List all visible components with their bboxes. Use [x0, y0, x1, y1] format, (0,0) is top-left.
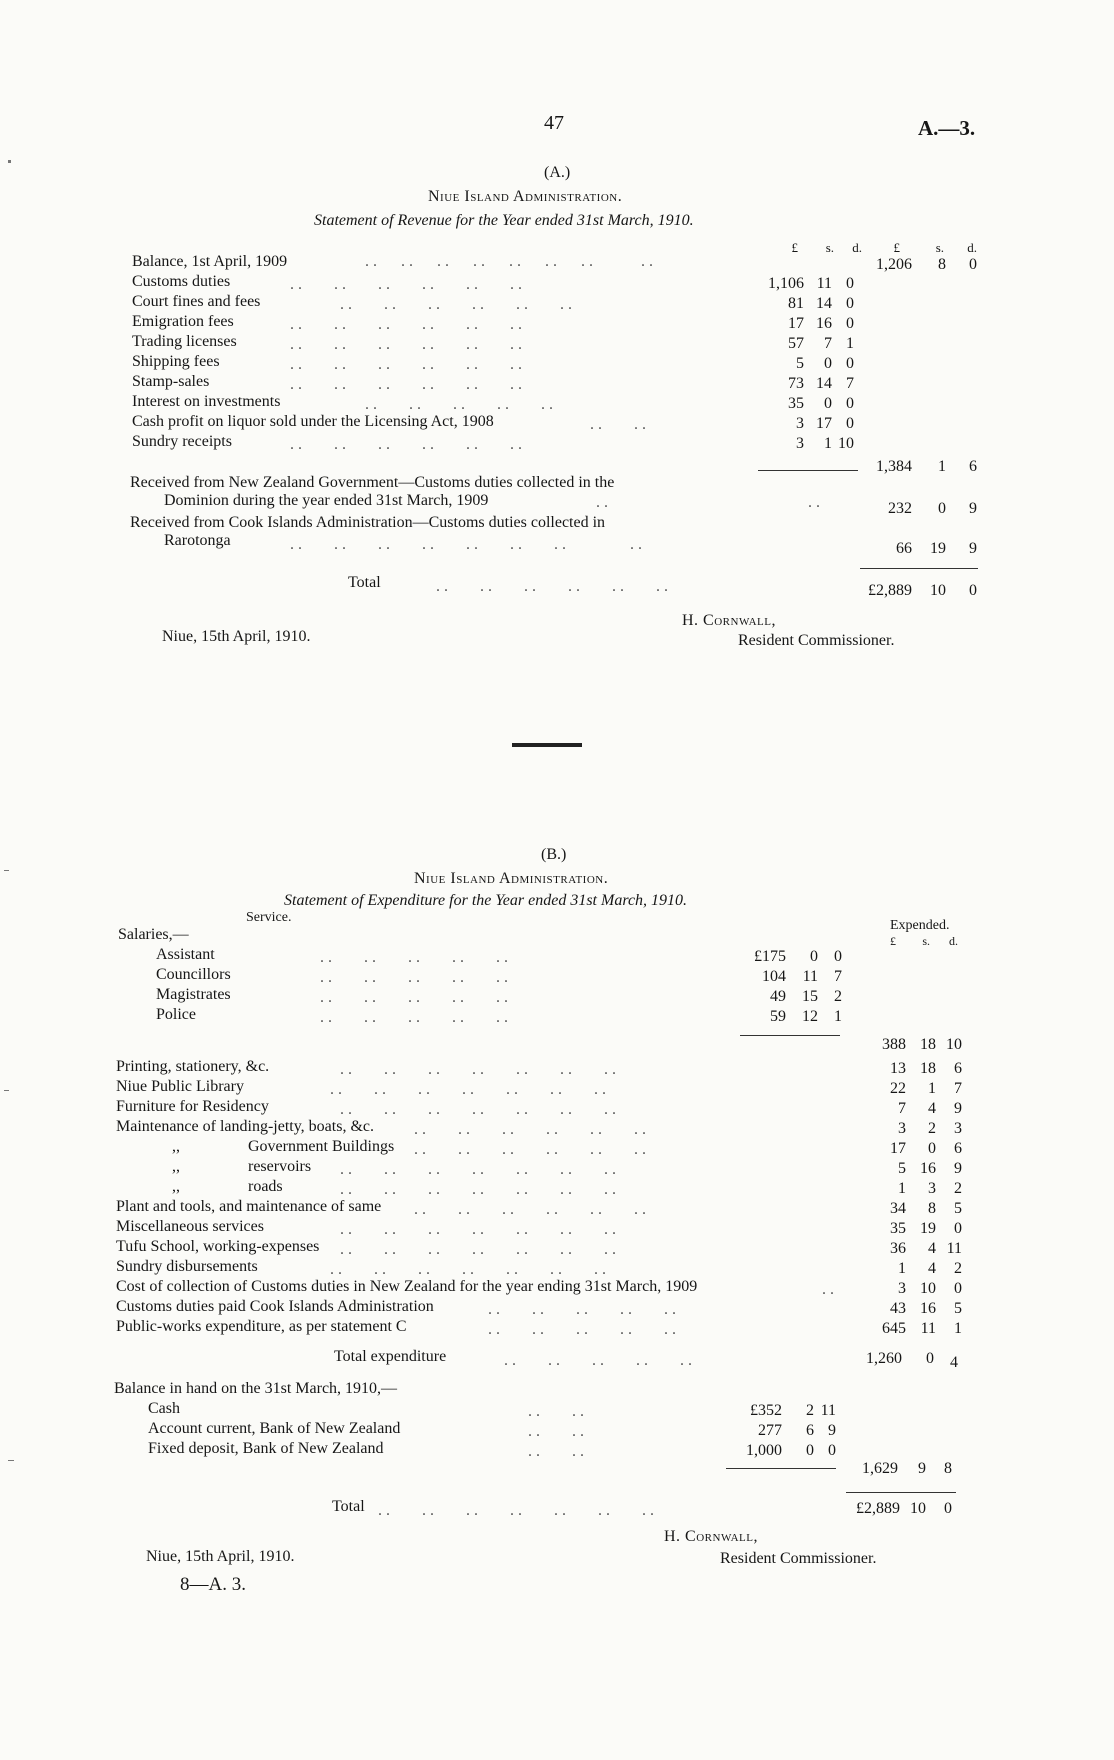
- b-balance-row-label: Cash: [148, 1400, 180, 1417]
- b-balance-row-pence: 11: [820, 1402, 836, 1419]
- b-expenditure-row-pounds: 3: [898, 1120, 906, 1137]
- b-expenditure-row-pence: 0: [954, 1220, 962, 1237]
- a-balance-shillings: 8: [938, 256, 946, 273]
- b-expenditure-row-label: Cost of collection of Customs duties in New Zealand for the year ending 31st March, 1909: [116, 1278, 698, 1295]
- b-expenditure-row-pence: 2: [954, 1180, 962, 1197]
- b-expenditure-row-leader: . . . . . . . . . .: [488, 1301, 676, 1318]
- b-expenditure-row-shillings: 10: [920, 1280, 936, 1297]
- b-salary-row-pence: 0: [834, 948, 842, 965]
- a-revenue-row-shillings: 17: [816, 415, 832, 432]
- b-expenditure-row-shillings: 18: [920, 1060, 936, 1077]
- b-expenditure-row-label: Tufu School, working-expenses: [116, 1238, 320, 1255]
- a-col-shilling: s.: [825, 240, 834, 255]
- section-b-org: Niue Island Administration.: [414, 870, 609, 887]
- a-balance-leader: . . . . . . . . . . . . . . . .: [365, 253, 653, 270]
- a-cook-pence: 9: [969, 540, 977, 557]
- a-revenue-row-pounds: 81: [788, 295, 804, 312]
- a-col-pound: £: [791, 240, 798, 255]
- b-balance-label: Balance in hand on the 31st March, 1910,—: [114, 1380, 398, 1397]
- a-revenue-row-label: Customs duties: [132, 273, 231, 290]
- a-cook-line1: Received from Cook Islands Administration—Customs duties collected in: [130, 514, 606, 531]
- b-salary-row-leader: . . . . . . . . . .: [320, 1009, 508, 1026]
- a-revenue-row-pence: 10: [838, 435, 854, 452]
- b-total-leader: . . . . . . . . . . . . . .: [378, 1502, 654, 1519]
- b-place-date: Niue, 15th April, 1910.: [146, 1548, 295, 1565]
- b-expenditure-row-pounds: 22: [890, 1080, 906, 1097]
- section-divider: [512, 743, 582, 747]
- b-expenditure-row-label: Customs duties paid Cook Islands Administration: [116, 1298, 434, 1315]
- b-expenditure-row-leader: . . . . . . . . . . . .: [414, 1141, 646, 1158]
- a-signer-title: Resident Commissioner.: [738, 632, 895, 649]
- b-balance-row-pounds: 1,000: [746, 1442, 782, 1459]
- b-salary-row-pounds: 49: [770, 988, 786, 1005]
- b-salaries-total-pounds: 388: [882, 1036, 906, 1053]
- b-balance-row-shillings: 2: [806, 1402, 814, 1419]
- a-revenue-row-shillings: 0: [824, 395, 832, 412]
- b-salary-row-shillings: 12: [802, 1008, 818, 1025]
- a-revenue-row-shillings: 7: [824, 335, 832, 352]
- document-reference: A.—3.: [918, 116, 976, 140]
- scan-mark: [4, 1090, 9, 1091]
- b-salary-row-shillings: 15: [802, 988, 818, 1005]
- b-expenditure-row-pounds: 13: [890, 1060, 906, 1077]
- a-revenue-row-pence: 0: [846, 295, 854, 312]
- b-balance-total-shillings: 9: [918, 1460, 926, 1477]
- b-expenditure-row-pounds: 43: [890, 1300, 906, 1317]
- b-expenditure-row-leader: . . . . . . . . . . . . . .: [340, 1101, 616, 1118]
- b-col-pound: £: [890, 934, 896, 948]
- b-salaries-rule: [740, 1035, 840, 1036]
- a-nz-shillings: 0: [938, 500, 946, 517]
- a-nz-pounds: 232: [888, 500, 912, 517]
- a-revenue-row-pence: 7: [846, 375, 854, 392]
- a-revenue-row-pounds: 57: [788, 335, 804, 352]
- b-expenditure-row-label: Furniture for Residency: [116, 1098, 269, 1115]
- section-a-subtitle: Statement of Revenue for the Year ended 31st March, 1910.: [314, 212, 694, 229]
- b-expenditure-row-shillings: 11: [920, 1320, 936, 1337]
- b-salaries-total-pence: 10: [946, 1036, 962, 1053]
- a-revenue-row-pounds: 1,106: [768, 275, 804, 292]
- b-total-exp-shillings: 0: [926, 1350, 934, 1367]
- scan-mark: [8, 1460, 14, 1461]
- a-subtotal-shillings: 1: [938, 458, 946, 475]
- b-expenditure-row-pence: 5: [954, 1200, 962, 1217]
- a-signer: H. Cornwall,: [682, 612, 776, 629]
- b-expenditure-row-shillings: 4: [928, 1100, 936, 1117]
- b-total-exp-leader: . . . . . . . . . .: [504, 1352, 692, 1369]
- a-revenue-row-shillings: 14: [816, 375, 832, 392]
- a-total-rule: [860, 568, 978, 569]
- a-revenue-row-pounds: 5: [796, 355, 804, 372]
- b-expenditure-row-shillings: 19: [920, 1220, 936, 1237]
- scan-mark: [4, 870, 9, 871]
- b-expenditure-row-leader: . . . . . . . . . . . .: [414, 1201, 646, 1218]
- a-total-shillings: 10: [930, 582, 946, 599]
- a-revenue-row-leader: . . . .: [590, 416, 646, 433]
- section-b-label: (B.): [541, 846, 567, 863]
- b-expended-header: Expended.: [890, 918, 950, 933]
- b-salary-row-shillings: 0: [810, 948, 818, 965]
- b-expenditure-row-shillings: 16: [920, 1300, 936, 1317]
- b-expenditure-row-label: Printing, stationery, &c.: [116, 1058, 270, 1075]
- b-salary-row-label: Councillors: [156, 966, 231, 983]
- a-revenue-row-leader: . . . . . . . . . . . .: [290, 276, 522, 293]
- b-expenditure-row-ditto: ,,: [172, 1138, 180, 1155]
- b-expenditure-row-shillings: 2: [928, 1120, 936, 1137]
- a-revenue-row-pounds: 3: [796, 435, 804, 452]
- b-expenditure-row-pounds: 3: [898, 1280, 906, 1297]
- b-expenditure-row-leader: . . . . . . . . . . . . . .: [340, 1221, 616, 1238]
- a-revenue-row-label: Emigration fees: [132, 313, 234, 330]
- a-revenue-row-label: Trading licenses: [132, 333, 237, 350]
- b-service-header: Service.: [246, 910, 292, 925]
- b-expenditure-row-label: roads: [248, 1178, 283, 1195]
- b-expenditure-row-shillings: 16: [920, 1160, 936, 1177]
- a-balance-pence: 0: [969, 256, 977, 273]
- b-salaries-label: Salaries,—: [118, 926, 189, 943]
- a-col-pound2: £: [893, 240, 900, 255]
- a-total-pounds: £2,889: [868, 582, 912, 599]
- b-total-rule: [846, 1492, 956, 1493]
- b-expenditure-row-pence: 2: [954, 1260, 962, 1277]
- b-expenditure-row-leader: . . . . . . . . . . . . . .: [340, 1161, 616, 1178]
- b-signer-title: Resident Commissioner.: [720, 1550, 877, 1567]
- b-salary-row-label: Police: [156, 1006, 196, 1023]
- a-place-date: Niue, 15th April, 1910.: [162, 628, 311, 645]
- a-revenue-row-pence: 0: [846, 395, 854, 412]
- a-nz-line2: Dominion during the year ended 31st March, 1909: [164, 492, 489, 509]
- b-expenditure-row-pence: 9: [954, 1100, 962, 1117]
- a-revenue-row-pence: 0: [846, 275, 854, 292]
- a-subtotal-pounds: 1,384: [876, 458, 912, 475]
- b-expenditure-row-label: Sundry disbursements: [116, 1258, 258, 1275]
- b-expenditure-row-leader: . . . . . . . . . . . . . .: [330, 1081, 606, 1098]
- a-revenue-row-leader: . . . . . . . . . . . .: [290, 376, 522, 393]
- a-subtotal-pence: 6: [969, 458, 977, 475]
- b-salary-row-leader: . . . . . . . . . .: [320, 949, 508, 966]
- b-balance-row-shillings: 0: [806, 1442, 814, 1459]
- b-expenditure-row-pounds: 5: [898, 1160, 906, 1177]
- b-salary-row-pence: 2: [834, 988, 842, 1005]
- a-total-leader: . . . . . . . . . . . .: [436, 578, 668, 595]
- b-balance-total-pence: 8: [944, 1460, 952, 1477]
- a-balance-pounds: 1,206: [876, 256, 912, 273]
- scan-mark: [8, 160, 11, 163]
- a-revenue-row-label: Interest on investments: [132, 393, 281, 410]
- b-expenditure-row-leader: . . . . . . . . . . . . . .: [340, 1061, 616, 1078]
- b-expenditure-row-pounds: 1: [898, 1260, 906, 1277]
- a-col-pence: d.: [852, 240, 862, 255]
- b-expenditure-row-pounds: 1: [898, 1180, 906, 1197]
- a-revenue-row-leader: . . . . . . . . . . . .: [290, 356, 522, 373]
- b-total-pounds: £2,889: [856, 1500, 900, 1517]
- section-a-label: (A.): [544, 164, 571, 181]
- b-expenditure-row-pounds: 17: [890, 1140, 906, 1157]
- b-salary-row-pounds: £175: [754, 948, 786, 965]
- a-col-pence2: d.: [967, 240, 977, 255]
- b-expenditure-row-shillings: 4: [928, 1240, 936, 1257]
- b-expenditure-row-label: Public-works expenditure, as per statement C: [116, 1318, 407, 1335]
- b-expenditure-row-shillings: 1: [928, 1080, 936, 1097]
- b-balance-row-label: Account current, Bank of New Zealand: [148, 1420, 401, 1437]
- b-balance-row-leader: . . . .: [528, 1443, 584, 1460]
- b-expenditure-row-pounds: 645: [882, 1320, 906, 1337]
- b-salary-row-leader: . . . . . . . . . .: [320, 989, 508, 1006]
- a-cook-line2: Rarotonga: [164, 532, 231, 549]
- b-total-label: Total: [332, 1498, 365, 1515]
- a-cook-shillings: 19: [930, 540, 946, 557]
- b-expenditure-row-leader: . . . . . . . . . . . . . .: [340, 1241, 616, 1258]
- b-balance-row-leader: . . . .: [528, 1423, 584, 1440]
- b-balance-row-pence: 0: [828, 1442, 836, 1459]
- b-expenditure-row-pence: 1: [954, 1320, 962, 1337]
- a-cook-pounds: 66: [896, 540, 912, 557]
- b-expenditure-row-leader: . . . . . . . . . . . . . .: [340, 1181, 616, 1198]
- b-expenditure-row-pounds: 7: [898, 1100, 906, 1117]
- b-expenditure-row-label: Government Buildings: [248, 1138, 395, 1155]
- section-b-subtitle: Statement of Expenditure for the Year ended 31st March, 1910.: [284, 892, 688, 909]
- b-expenditure-row-pence: 6: [954, 1060, 962, 1077]
- a-revenue-row-label: Court fines and fees: [132, 293, 261, 310]
- b-total-exp-label: Total expenditure: [334, 1348, 447, 1365]
- b-salaries-total-shillings: 18: [920, 1036, 936, 1053]
- b-expenditure-row-pounds: 35: [890, 1220, 906, 1237]
- a-nz-pence: 9: [969, 500, 977, 517]
- b-expenditure-row-ditto: ,,: [172, 1178, 180, 1195]
- b-expenditure-row-pence: 11: [946, 1240, 962, 1257]
- page-footer: 8—A. 3.: [180, 1574, 246, 1595]
- a-revenue-row-leader: . . . . . . . . . . . .: [290, 336, 522, 353]
- b-expenditure-row-label: Niue Public Library: [116, 1078, 244, 1095]
- b-expenditure-row-leader: . .: [822, 1281, 834, 1298]
- a-revenue-row-pence: 1: [846, 335, 854, 352]
- a-revenue-row-leader: . . . . . . . . . . . .: [290, 316, 522, 333]
- b-balance-row-shillings: 6: [806, 1422, 814, 1439]
- a-revenue-row-pence: 0: [846, 355, 854, 372]
- b-expenditure-row-leader: . . . . . . . . . . . . . .: [330, 1261, 606, 1278]
- a-revenue-row-label: Cash profit on liquor sold under the Licensing Act, 1908: [132, 413, 494, 430]
- b-salary-row-label: Magistrates: [156, 986, 231, 1003]
- a-revenue-row-pence: 0: [846, 315, 854, 332]
- b-expenditure-row-pounds: 36: [890, 1240, 906, 1257]
- a-revenue-row-shillings: 14: [816, 295, 832, 312]
- b-expenditure-row-leader: . . . . . . . . . .: [488, 1321, 676, 1338]
- a-revenue-row-label: Sundry receipts: [132, 433, 232, 450]
- b-salary-row-shillings: 11: [802, 968, 818, 985]
- a-revenue-row-shillings: 1: [824, 435, 832, 452]
- b-salary-row-leader: . . . . . . . . . .: [320, 969, 508, 986]
- b-expenditure-row-label: Miscellaneous services: [116, 1218, 264, 1235]
- b-expenditure-row-shillings: 8: [928, 1200, 936, 1217]
- a-revenue-row-leader: . . . . . . . . . . . .: [340, 296, 572, 313]
- a-total-label: Total: [348, 574, 381, 591]
- b-expenditure-row-pence: 5: [954, 1300, 962, 1317]
- b-salary-row-pounds: 104: [762, 968, 786, 985]
- b-total-pence: 0: [944, 1500, 952, 1517]
- b-balance-row-pence: 9: [828, 1422, 836, 1439]
- a-revenue-row-label: Shipping fees: [132, 353, 220, 370]
- b-expenditure-row-pence: 6: [954, 1140, 962, 1157]
- b-expenditure-row-pence: 3: [954, 1120, 962, 1137]
- a-cook-leader: . . . . . . . . . . . . . . . .: [290, 536, 642, 553]
- a-revenue-row-shillings: 16: [816, 315, 832, 332]
- a-subtotal-rule: [758, 470, 858, 471]
- b-salary-row-pence: 1: [834, 1008, 842, 1025]
- a-col-shilling2: s.: [935, 240, 944, 255]
- page-number: 47: [544, 112, 564, 134]
- b-balance-row-pounds: 277: [758, 1422, 782, 1439]
- b-col-shilling: s.: [922, 934, 930, 948]
- b-salary-row-label: Assistant: [156, 946, 215, 963]
- b-col-pence: d.: [949, 934, 958, 948]
- b-balance-row-pounds: £352: [750, 1402, 782, 1419]
- a-balance-label: Balance, 1st April, 1909: [132, 253, 288, 270]
- a-revenue-row-pounds: 73: [788, 375, 804, 392]
- b-balance-rule: [726, 1468, 836, 1469]
- a-revenue-row-pounds: 3: [796, 415, 804, 432]
- a-revenue-row-pence: 0: [846, 415, 854, 432]
- b-expenditure-row-shillings: 0: [928, 1140, 936, 1157]
- b-expenditure-row-shillings: 3: [928, 1180, 936, 1197]
- b-expenditure-row-pounds: 34: [890, 1200, 906, 1217]
- a-revenue-row-pounds: 35: [788, 395, 804, 412]
- b-expenditure-row-pence: 7: [954, 1080, 962, 1097]
- b-salary-row-pounds: 59: [770, 1008, 786, 1025]
- b-balance-row-label: Fixed deposit, Bank of New Zealand: [148, 1440, 384, 1457]
- a-revenue-row-leader: . . . . . . . . . .: [365, 396, 553, 413]
- section-a-org: Niue Island Administration.: [428, 188, 623, 205]
- a-revenue-row-shillings: 0: [824, 355, 832, 372]
- a-revenue-row-label: Stamp-sales: [132, 373, 210, 390]
- b-expenditure-row-label: Plant and tools, and maintenance of same: [116, 1198, 382, 1215]
- b-expenditure-row-pence: 0: [954, 1280, 962, 1297]
- b-salary-row-pence: 7: [834, 968, 842, 985]
- b-expenditure-row-label: reservoirs: [248, 1158, 312, 1175]
- a-total-pence: 0: [969, 582, 977, 599]
- b-total-shillings: 10: [910, 1500, 926, 1517]
- a-nz-line1: Received from New Zealand Government—Customs duties collected in the: [130, 474, 615, 491]
- b-expenditure-row-leader: . . . . . . . . . . . .: [414, 1121, 646, 1138]
- b-expenditure-row-ditto: ,,: [172, 1158, 180, 1175]
- b-expenditure-row-label: Maintenance of landing-jetty, boats, &c.: [116, 1118, 374, 1135]
- a-nz-leader: . . . .: [596, 494, 820, 511]
- b-expenditure-row-shillings: 4: [928, 1260, 936, 1277]
- b-expenditure-row-pence: 9: [954, 1160, 962, 1177]
- a-revenue-row-pounds: 17: [788, 315, 804, 332]
- b-signer: H. Cornwall,: [664, 1528, 758, 1545]
- a-revenue-row-shillings: 11: [816, 275, 832, 292]
- a-revenue-row-leader: . . . . . . . . . . . .: [290, 436, 522, 453]
- b-total-exp-pence: 4: [950, 1354, 958, 1371]
- b-total-exp-pounds: 1,260: [866, 1350, 902, 1367]
- b-balance-total-pounds: 1,629: [862, 1460, 898, 1477]
- b-balance-row-leader: . . . .: [528, 1403, 584, 1420]
